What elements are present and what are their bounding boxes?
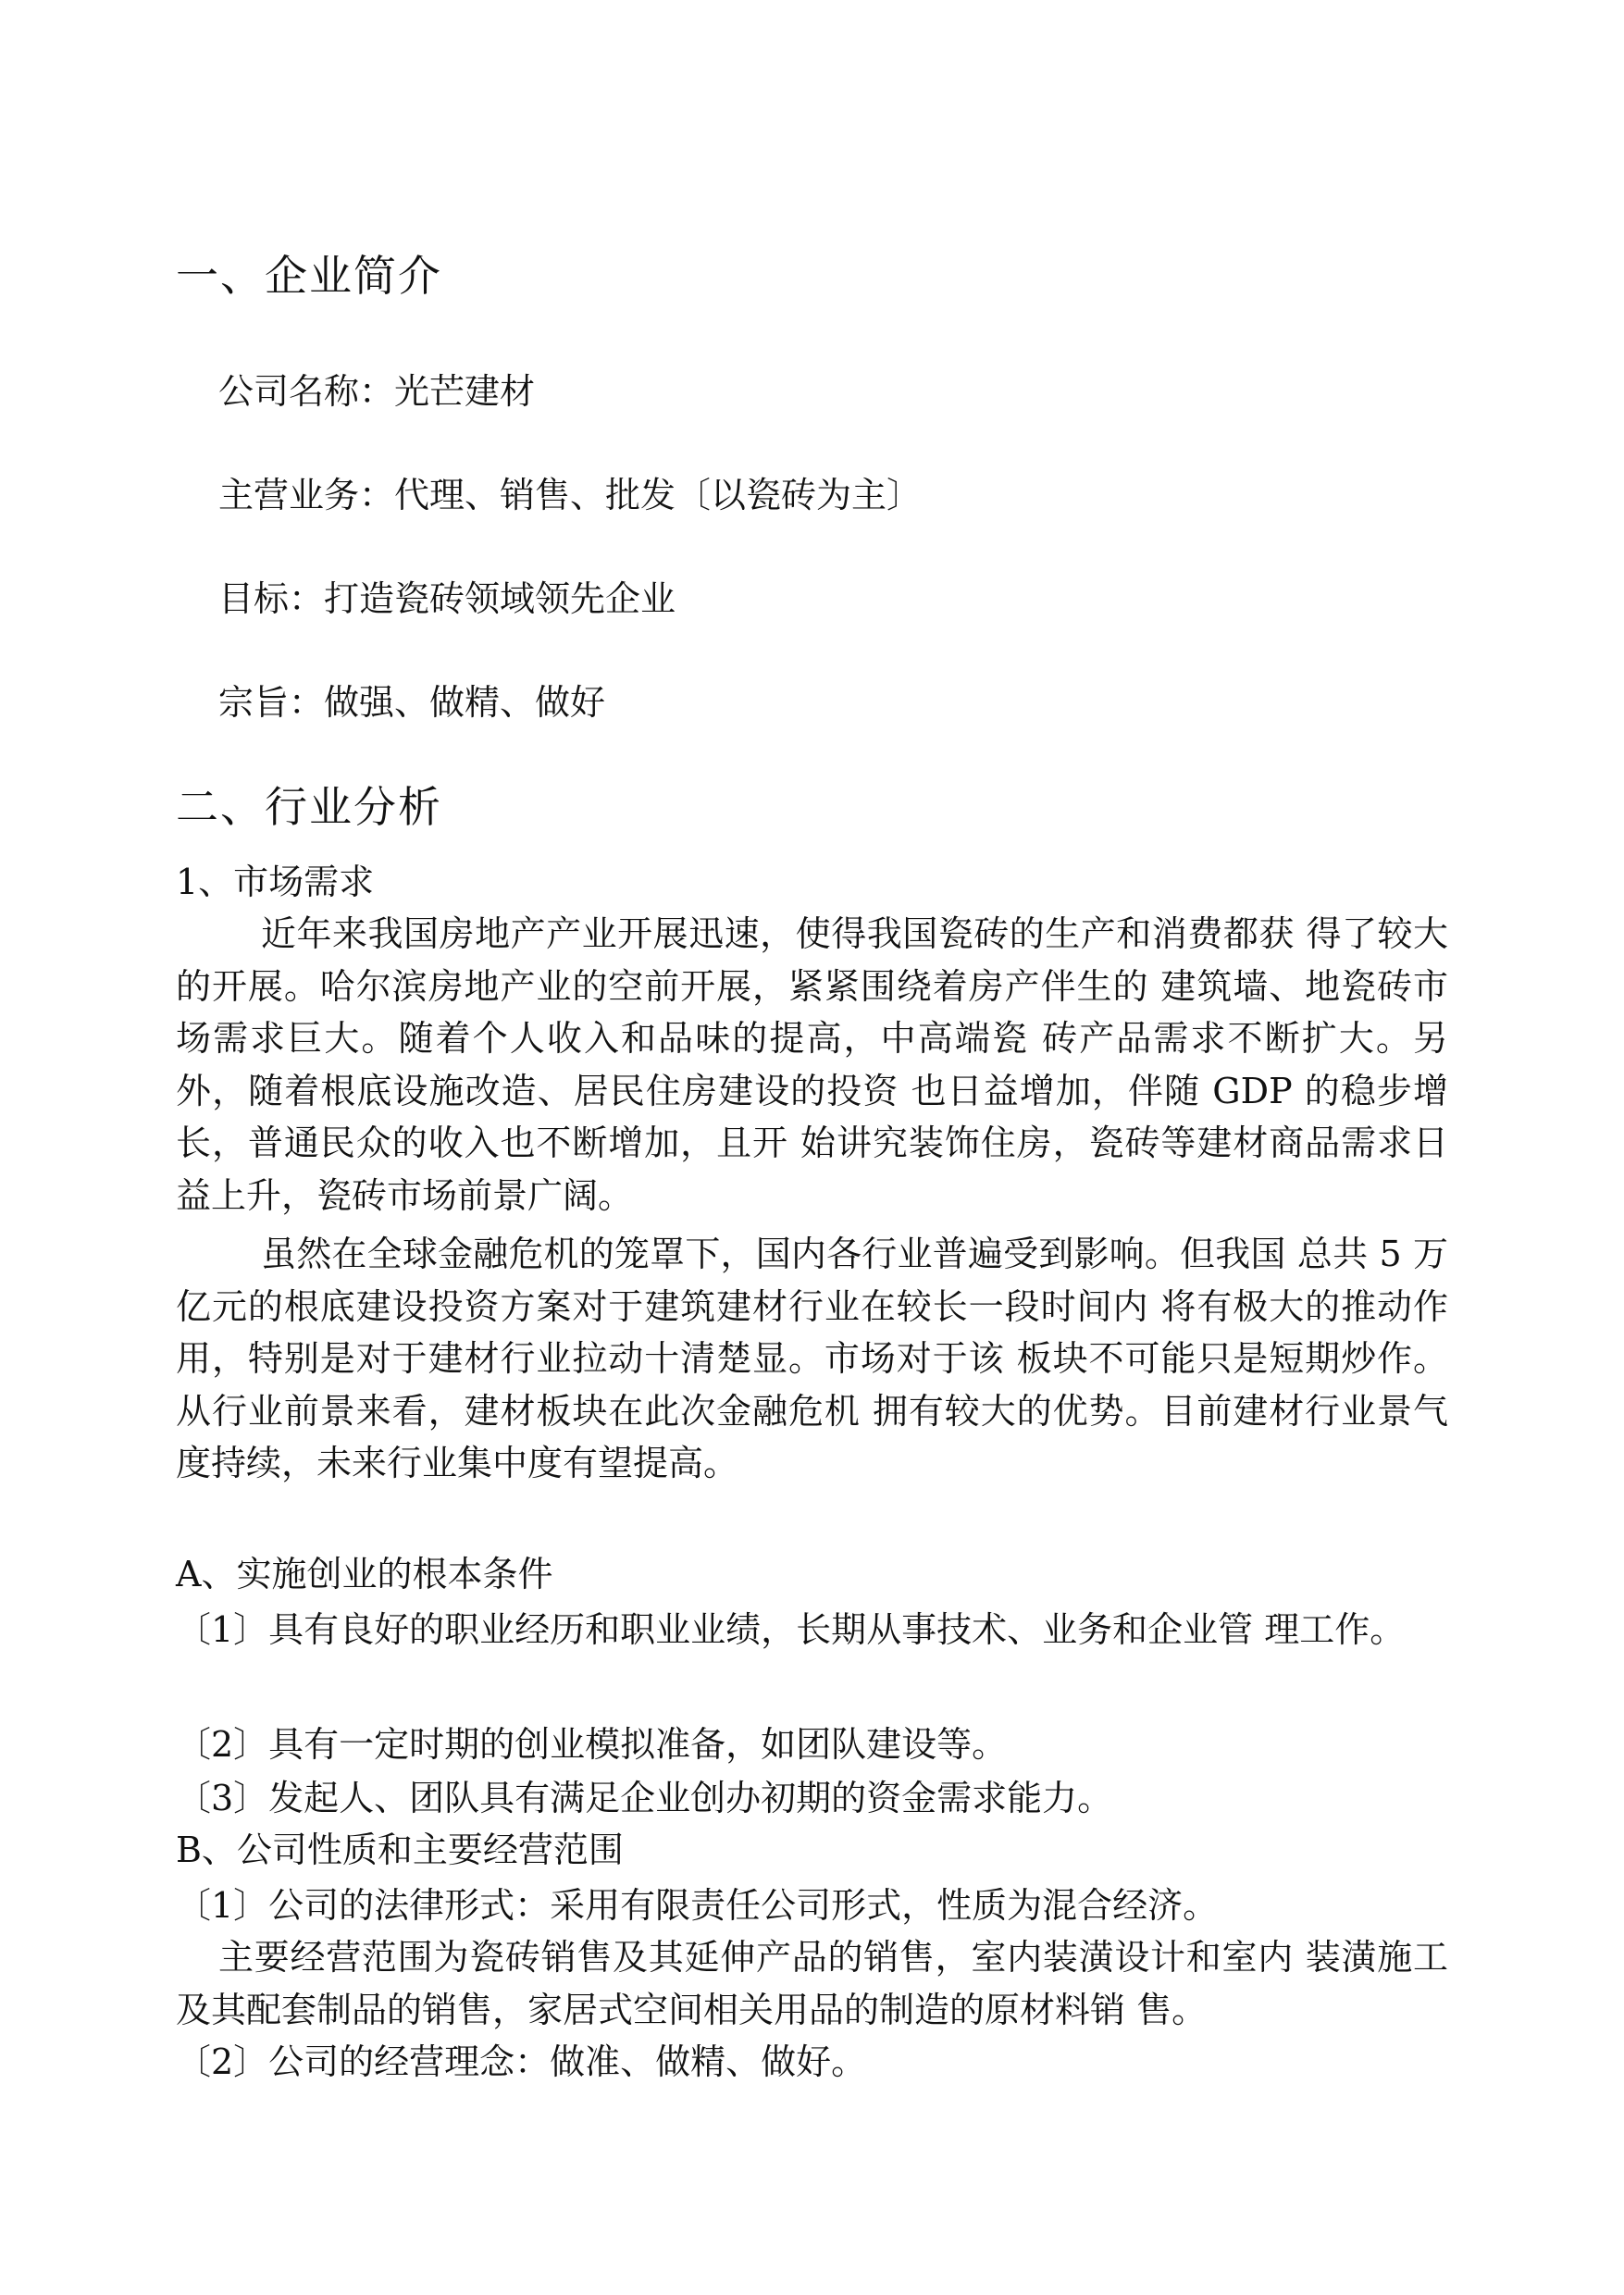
condition-item-1: 〔1〕具有良好的职业经历和职业业绩，长期从事技术、业务和企业管 理工作。 (176, 1609, 1406, 1650)
company-purpose: 宗旨：做强、做精、做好 (218, 682, 606, 723)
subheading-basic-conditions: A、实施创业的根本条件 (176, 1554, 553, 1594)
business-scope-paragraph: 主要经营范围为瓷砖销售及其延伸产品的销售，室内装潢设计和室内 装潢施工及其配套制品的销售，家居式空间相关用品的制造的原材料销 售。 (176, 1937, 1448, 2030)
section-heading-industry-analysis: 二、行业分析 (176, 782, 442, 832)
section-heading-company-profile: 一、企业简介 (176, 251, 442, 301)
nature-item-1: 〔1〕公司的法律形式：采用有限责任公司形式，性质为混合经济。 (176, 1885, 1219, 1926)
condition-item-3: 〔3〕发起人、团队具有满足企业创办初期的资金需求能力。 (176, 1778, 1113, 1818)
nature-item-2: 〔2〕公司的经营理念：做准、做精、做好。 (176, 2041, 867, 2082)
main-business: 主营业务：代理、销售、批发〔以瓷砖为主〕 (218, 475, 923, 515)
paragraph-market-demand: 近年来我国房地产产业开展迅速，使得我国瓷砖的生产和消费都获 得了较大的开展。哈尔滨房地产业的空前开展，紧紧围绕着房产伴生的 建筑墙、地瓷砖市场需求巨大。随着个人收入和品味的提高，中高端瓷 砖产品需求不断扩大。另外，随着根底设施改造、居民住房建设的投资 也日益增加，伴随 GDP 的稳步增长，普通民众的收入也不断增加，且开 始讲究装饰住房，瓷砖等建材商品需求日益上升，瓷砖市场前景广阔。 (176, 913, 1448, 1216)
condition-item-2: 〔2〕具有一定时期的创业模拟准备，如团队建设等。 (176, 1724, 1008, 1765)
paragraph-financial-crisis: 虽然在全球金融危机的笼罩下，国内各行业普遍受到影响。但我国 总共 5 万亿元的根底建设投资方案对于建筑建材行业在较长一段时间内 将有极大的推动作用，特别是对于建材行业拉动十清楚显。市场对于该 板块不可能只是短期炒作。从行业前景来看，建材板块在此次金融危机 拥有较大的优势。目前建材行业景气度持续，未来行业集中度有望提高。 (176, 1234, 1448, 1483)
company-name: 公司名称：光芒建材 (218, 371, 536, 412)
subheading-market-demand: 1、市场需求 (176, 862, 375, 902)
subheading-company-nature: B、公司性质和主要经营范围 (176, 1830, 624, 1870)
company-goal: 目标：打造瓷砖领域领先企业 (218, 578, 676, 619)
